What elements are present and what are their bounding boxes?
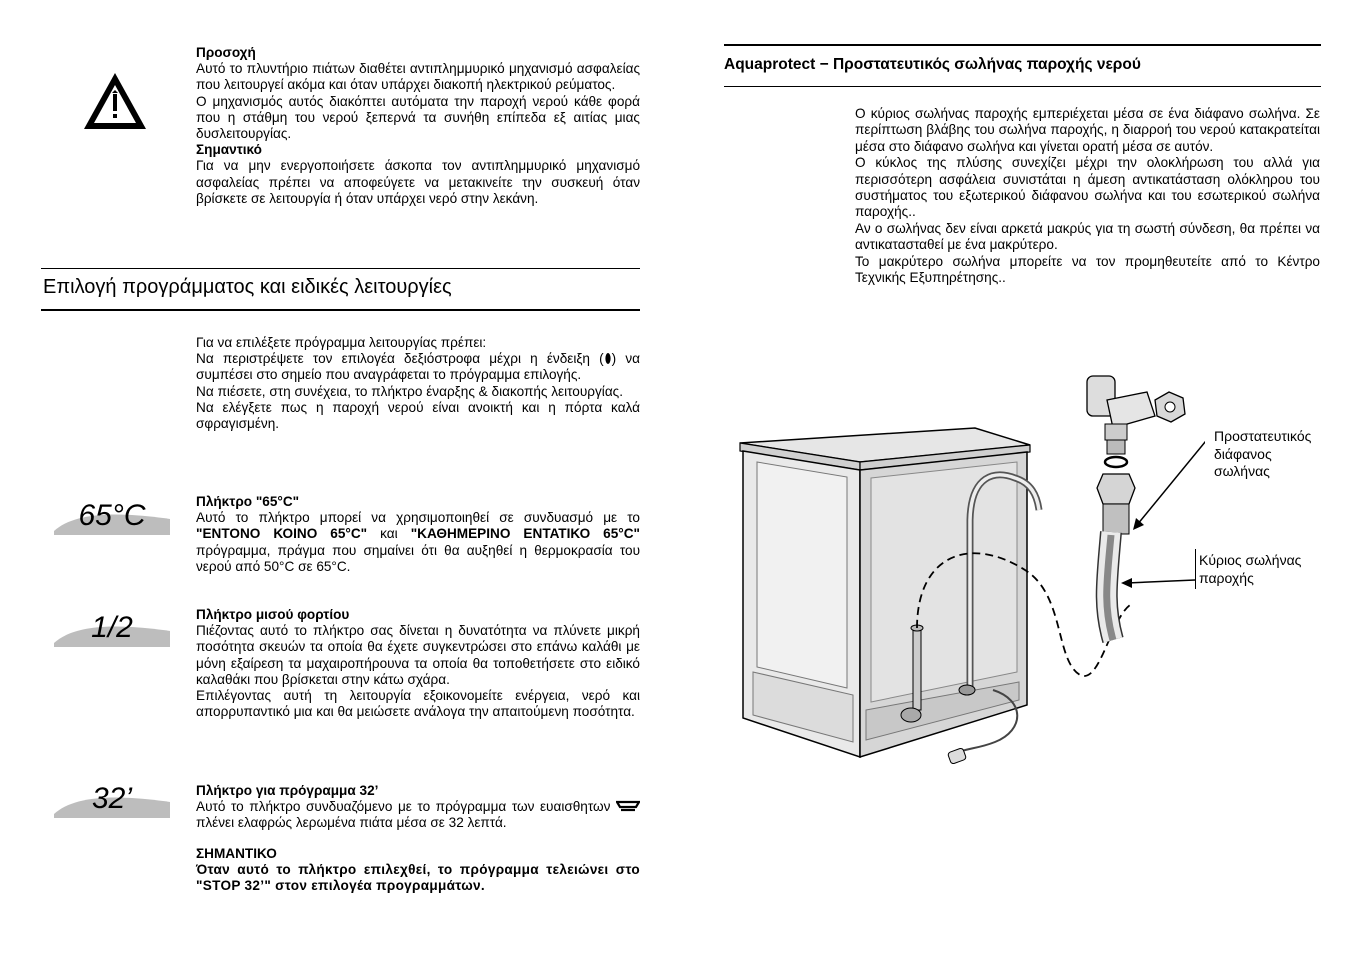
key-half-heading: Πλήκτρο μισού φορτίου [196, 607, 350, 622]
aqua-paragraph-4: Το μακρύτερο σωλήνα μπορείτε να τον προμηθευτείτε από το Κέντρο Τεχνικής Εξυπηρέτησης.. [855, 253, 1320, 286]
key-65-badge [54, 497, 170, 541]
program-intro [196, 335, 640, 432]
warning-icon [82, 71, 148, 131]
key-half-badge [54, 609, 170, 653]
section-rule-bottom [41, 309, 640, 311]
key-32-badge [54, 780, 170, 824]
key-32-note-heading: ΣΗΜΑΝΤΙΚΟ [196, 845, 277, 861]
key-half-paragraph-1: Πιέζοντας αυτό το πλήκτρο σας δίνεται η δυνατότητα να πλύνετε μικρή ποσότητα σκευών τα οποία θα έχετε συγκεντρώσει στο επάνω καλάθι με μόνη εξαίρεση τα μαχαιροπήρουνα τα οποία θα τοποθετήσετε στο ειδικό καλαθάκι που βρίσκεται στην κάτω σχάρα. [196, 623, 640, 687]
key-half-badge-label: 1/2 [91, 611, 133, 644]
warning-paragraph-3: Για να μην ενεργοποιήσετε άσκοπα τον αντιπλημμυρικό μηχανισμό ασφαλείας πρέπει να αποφεύγετε να μετακινείτε την συσκευή όταν βρίσκετε σε λειτουργία ή όταν υπάρχει νερό στην λεκάνη. [196, 158, 640, 206]
key-65-block [196, 494, 640, 575]
key-65-badge-label: 65°C [78, 499, 146, 532]
key-65-heading: Πλήκτρο "65°C" [196, 494, 300, 509]
label-main-hose: Κύριος σωλήνας παροχής [1199, 552, 1302, 586]
key-half-block [196, 607, 640, 720]
warning-paragraph-1: Αυτό το πλυντήριο πιάτων διαθέτει αντιπλημμυρικό μηχανισμό ασφαλείας που λειτουργεί ακόμα και όταν υπάρχει διακοπή ηλεκτρικού ρεύματος. [196, 61, 640, 93]
section-rule-top [41, 268, 640, 269]
aqua-rule-bottom [724, 86, 1321, 87]
intro-line-3: Να πιέσετε, στη συνέχεια, το πλήκτρο έναρξης & διακοπής λειτουργίας. [196, 383, 624, 399]
delicate-cup-icon [616, 800, 640, 812]
warning-block [196, 45, 640, 207]
aquaprotect-title: Aquaprotect − Προστατευτικός σωλήνας παροχής νερού [724, 56, 1141, 73]
intro-line-4: Να ελέγξετε πως η παροχή νερού είναι ανοικτή και η πόρτα καλά σφραγισμένη. [196, 399, 640, 432]
warning-subheading: Σημαντικό [196, 142, 262, 158]
program-section-title: Επιλογή προγράμματος και ειδικές λειτουργίες [43, 276, 452, 298]
aqua-paragraph-3: Αν ο σωλήνας δεν είναι αρκετά μακρύς για τη σωστή σύνδεση, θα πρέπει να αντικατασταθεί με ένα μακρύτερο. [855, 220, 1320, 253]
key-32-badge-label: 32’ [91, 782, 133, 815]
key-32-block [196, 783, 640, 894]
key-half-paragraph-2: Επιλέγοντας αυτή τη λειτουργία εξοικονομείτε ενέργεια, νερό και απορρυπαντικό μια και θα μειώσετε ανάλογα την απαιτούμενη ποσότητα. [196, 688, 640, 720]
key-32-note: Όταν αυτό το πλήκτρο επιλεχθεί, το πρόγραμμα τελειώνει στο "STOP 32’" στον επιλογέα προγραμμάτων. [196, 861, 640, 894]
intro-line-1: Για να επιλέξετε πρόγραμμα λειτουργίας πρέπει: [196, 335, 487, 350]
aqua-rule-top [724, 44, 1321, 46]
label-main-hose-bracket [1195, 549, 1196, 589]
dial-indicator-icon [604, 352, 612, 365]
warning-paragraph-2: Ο μηχανισμός αυτός διακόπτει αυτόματα την παροχή νερού κάθε φορά που η στάθμη του νερού ξεπερνά τα συνήθη επίπεδα εξ αιτίας μιας δυσλειτουργίας. [196, 93, 640, 142]
dishwasher-illustration [735, 370, 1205, 775]
dishwasher-hose-diagram [735, 370, 1205, 775]
key-32-heading: Πλήκτρο για πρόγραμμα 32’ [196, 783, 379, 798]
aqua-paragraph-2: Ο κύκλος της πλύσης συνεχίζει μέχρι την ολοκλήρωση του αλλά για περισσότερη ασφάλεια συνιστάται η άμεση αντικατάσταση ολόκληρου του συστήματος του εξωτερικού διάφανου σωλήνα και του εσωτερικού σωλήνα παροχής.. [855, 155, 1320, 220]
aqua-paragraph-1: Ο κύριος σωλήνας παροχής εμπεριέχεται μέσα σε ένα διάφανο σωλήνα. Σε περίπτωση βλάβης του σωλήνα παροχής, η διαρροή του νερού κατακρατείται μέσα στο διάφανο σωλήνα και γίνεται ορατή μέσα σε αυτόν. [855, 106, 1320, 154]
aquaprotect-text [855, 106, 1320, 286]
label-protective-hose: Προστατευτικός διάφανος σωλήνας [1214, 428, 1312, 479]
intro-line-2: Να περιστρέψετε τον επιλογέα δεξιόστροφα μέχρι η ένδειξη ( ) να συμπέσει στο σημείο που αναγράφεται το πρόγραμμα επιλογής. [196, 351, 640, 383]
key-65-text: Αυτό το πλήκτρο μπορεί να χρησιμοποιηθεί σε συνδυασμό με το "ΕΝΤΟΝΟ ΚΟΙΝΟ 65°C" και "ΚΑΘΗΜΕΡΙΝΟ ΕΝΤΑΤΙΚΟ 65°C" πρόγραμμα, πράγμα που σημαίνει ότι θα αυξηθεί η θερμοκρασία του νερού από 50°C σε 65°C. [196, 510, 640, 574]
warning-heading: Προσοχή [196, 45, 256, 60]
key-32-text: Αυτό το πλήκτρο συνδυαζόμενο με το πρόγραμμα των ευαισθητων πλένει ελαφρώς λερωμένα πιάτα μέσα σε 32 λεπτά. [196, 799, 640, 831]
